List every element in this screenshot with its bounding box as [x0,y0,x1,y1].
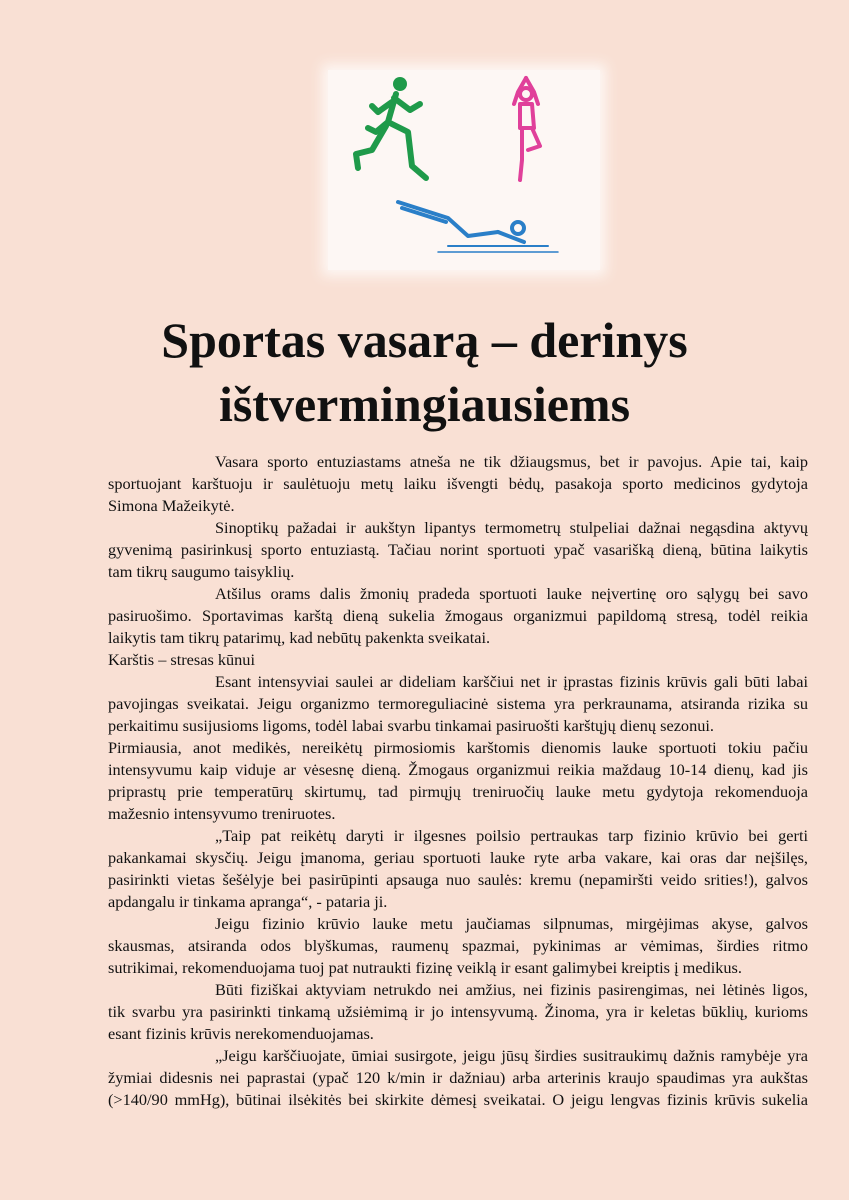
runner-icon [356,77,426,178]
text-line: apdangalu ir tinkama apranga“, - pataria ji. [108,892,388,911]
text-line: skausmas, atsiranda odos blyškumas, raumenų spazmai, pykinimas ar vėmimas, širdies ritmo [108,936,808,955]
text-line: Būti fiziškai aktyviam netrukdo nei amžius, nei fizinis pasirengimas, nei lėtinės ligos, [215,980,808,999]
text-line: Simona Mažeikytė. [108,496,235,515]
text-line: „Taip pat reikėtų daryti ir ilgesnes poilsio pertraukas tarp fizinio krūvio bei gerti [215,826,808,845]
text-line: tik svarbu yra pasirinkti tinkamą užsiėmimą ir jo intensyvumą. Žinoma, yra ir keletas būklių, kurioms [108,1002,808,1021]
article-body [108,451,808,1111]
text-line: sutrikimai, rekomenduojama tuoj pat nutraukti fizinę veiklą ir esant galimybei kreiptis į medikus. [108,958,742,977]
paragraph [108,825,808,913]
text-line: pasiruošimo. Sportavimas karštą dieną sukelia žmogaus organizmui papildomą stresą, todėl reikia [108,606,808,625]
text-line: Karštis – stresas kūnui [108,650,255,669]
paragraph [108,913,808,979]
text-line: Pirmiausia, anot medikės, nereikėtų pirmosiomis karštomis dienomis lauke sportuoti tokiu pačiu [108,738,808,757]
text-line: sportuojant karštuoju ir saulėtuoju metų laiku išvengti bėdų, pasakoja sporto medicinos gydytoja [108,474,808,493]
paragraph [108,451,808,517]
text-line: Atšilus orams dalis žmonių pradeda sportuoti lauke neįvertinę oro sąlygų bei savo [215,584,808,603]
text-line: žymiai didesnis nei paprastai (ypač 120 k/min ir dažniau) arba arterinis kraujo spaudimas yra aukštas [108,1068,808,1087]
text-line: Vasara sporto entuziastams atneša ne tik džiaugsmus, bet ir pavojus. Apie tai, kaip [215,452,808,471]
text-line: Jeigu fizinio krūvio lauke metu jaučiamas silpnumas, mirgėjimas akyse, galvos [215,914,808,933]
text-line: Esant intensyviai saulei ar dideliam karščiui net ir įprastas fizinis krūvis gali būti labai [215,672,808,691]
paragraph [108,671,808,737]
text-line: (>140/90 mmHg), būtinai ilsėkitės bei skirkite dėmesį sveikatai. O jeigu lengvas fizinis krūvis sukelia [108,1090,808,1109]
paragraph [108,1045,808,1111]
pilates-icon [398,202,558,252]
text-line: intensyvumu kaip viduje ar vėsesnę dieną. Žmogaus organizmui reikia maždaug 10-14 dienų, kad jis [108,760,808,779]
text-line: laikytis tam tikrų patarimų, kad nebūtų pakenkta sveikatai. [108,628,491,647]
text-line: priprastų prie temperatūrų skirtumų, tad pirmųjų treniruočių lauke metu gydytoja rekomenduoja [108,782,808,801]
yoga-tree-pose-icon [514,78,540,180]
paragraph [108,737,808,825]
article-title [0,308,849,436]
sports-figures [328,70,600,270]
text-line: mažesnio intensyvumo treniruotes. [108,804,336,823]
text-line: esant fizinis krūvis nerekomenduojamas. [108,1024,374,1043]
text-line: pasirinkti vietas šešėlyje bei pasirūpinti apsauga nuo saulės: kremu (nepamiršti veido srities!), galvos [108,870,808,889]
text-line: „Jeigu karščiuojate, ūmiai susirgote, jeigu jūsų širdies susitraukimų dažnis ramybėje yra [215,1046,808,1065]
text-line: tam tikrų saugumo taisyklių. [108,562,295,581]
paragraph [108,517,808,583]
title-line-1: Sportas vasarą – derinys [161,312,688,368]
paragraph [108,979,808,1045]
text-line: Sinoptikų pažadai ir aukštyn lipantys termometrų stulpeliai dažnai negąsdina aktyvų [215,518,808,537]
paragraph [108,583,808,649]
text-line: pavojingas sveikatai. Jeigu organizmo termoreguliacinė sistema yra perkraunama, atsiranda rizika su [108,694,808,713]
sports-illustration [328,70,600,270]
text-line: gyvenimą pasirinkusį sporto entuziastą. Tačiau norint sportuoti ypač vasarišką dieną, būtina laikytis [108,540,808,559]
text-line: perkaitimu susijusioms ligoms, todėl labai svarbu tinkamai pasiruošti karštųjų dienų sezonui. [108,716,714,735]
text-line: pakankamai skysčių. Jeigu įmanoma, geriau sportuoti lauke ryte arba vakare, kai oras dar neįšilęs, [108,848,808,867]
title-line-2: ištvermingiausiems [218,376,631,432]
section-heading [108,649,808,671]
